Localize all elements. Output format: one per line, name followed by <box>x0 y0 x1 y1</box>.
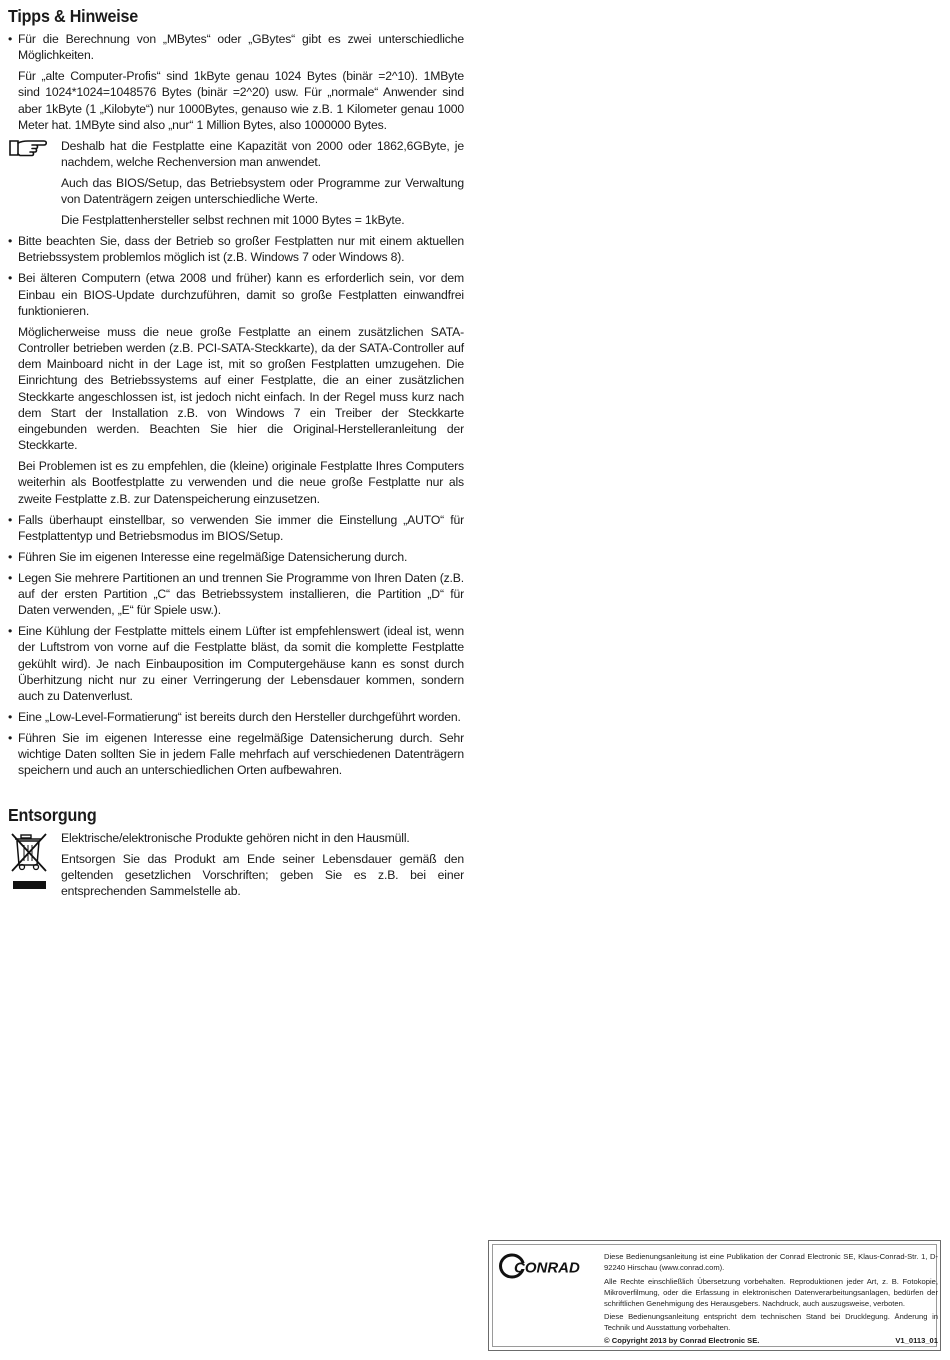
pointing-hand-icon <box>8 137 48 159</box>
conrad-logo <box>499 1253 599 1279</box>
tip-bullet: • Führen Sie im eigenen Interesse eine regelmäßige Datensicherung durch. <box>8 549 464 565</box>
version-text: V1_0113_01 <box>895 1335 938 1345</box>
tip-paragraph: Möglicherweise muss die neue große Festplatte an einem zusätzlichen SATA-Controller betrieben werden (z.B. PCI-SATA-Steckkarte), da der SATA-Controller auf dem Mainboard nicht in der Lage ist, mit so großen Festplatten umzugehen. Die Einrichtung des Betriebssystems auf einer Festplatte, die an einer zusätzlichen Steckkarte angeschlossen ist, ist jedoch nicht einfach. In der Regel muss kurz nach dem Start der Installation z.B. von Windows 7 ein Treiber der Steckkarte eingebunden werden. Beachten Sie hier die Original-Herstelleranleitung der Steckkarte. <box>18 324 464 453</box>
tip-bullet: • Bei älteren Computern (etwa 2008 und früher) kann es erforderlich sein, vor dem Einbau ein BIOS-Update durchzuführen, damit so große Festplatten einwandfrei funktionieren. <box>8 270 464 319</box>
footer-paragraph: Alle Rechte einschließlich Übersetzung vorbehalten. Reproduktionen jeder Art, z. B. Fotokopie, Mikroverfilmung, oder die Erfassung in elektronischen Datenverarbeitungsanlagen, bedürfen der schriftlichen Genehmigung des Herausgebers. Nachdruck, auch auszugsweise, verboten. <box>604 1276 938 1308</box>
tip-bullet: • Führen Sie im eigenen Interesse eine regelmäßige Datensicherung durch. Sehr wichtige Daten sollten Sie in jedem Falle mehrfach auf verschiedenen Datenträgern speichern und auch an unterschiedlichen Orten aufbewahren. <box>8 730 464 779</box>
disposal-paragraph: Elektrische/elektronische Produkte gehören nicht in den Hausmüll. <box>61 830 410 845</box>
footer-paragraph: Diese Bedienungsanleitung entspricht dem technischen Stand bei Drucklegung. Änderung in Technik und Ausstattung vorbehalten. <box>604 1312 938 1332</box>
disposal-section <box>8 805 464 900</box>
disposal-paragraph: Entsorgen Sie das Produkt am Ende seiner Lebensdauer gemäß den geltenden gesetzlichen Vorschriften; geben Sie es z.B. bei einer entsprechenden Sammelstelle ab. <box>61 851 464 899</box>
logo-text: CONRAD <box>514 1259 580 1277</box>
tip-bullet: • Legen Sie mehrere Partitionen an und trennen Sie Programme von Ihren Daten (z.B. auf der ersten Partition „C“ das Betriebssystem installieren, die Partition „D“ für Daten verwenden, „E“ für Spiele usw.). <box>8 570 464 619</box>
footer-paragraph: Diese Bedienungsanleitung ist eine Publikation der Conrad Electronic SE, Klaus-Conrad-Str. 1, D-92240 Hirschau (www.conrad.com). <box>604 1252 938 1272</box>
crossed-out-wheelie-bin-icon <box>9 831 49 893</box>
note-paragraph: Die Festplattenhersteller selbst rechnen mit 1000 Bytes = 1kByte. <box>61 213 405 228</box>
tip-bullet: • Falls überhaupt einstellbar, so verwenden Sie immer die Einstellung „AUTO“ für Festplattentyp und Betriebsmodus im BIOS/Setup. <box>8 512 464 544</box>
tip-bullet: • Für die Berechnung von „MBytes“ oder „GBytes“ gibt es zwei unterschiedliche Möglichkeiten. <box>8 31 464 63</box>
tip-bullet: • Bitte beachten Sie, dass der Betrieb so großer Festplatten nur mit einem aktuellen Betriebssystem problemlos möglich ist (z.B. Windows 7 oder Windows 8). <box>8 233 464 265</box>
note-paragraph: Auch das BIOS/Setup, das Betriebsystem oder Programme zur Verwaltung von Datenträgern zeigen unterschiedliche Werte. <box>61 176 464 207</box>
tip-paragraph: Für „alte Computer-Profis“ sind 1kByte genau 1024 Bytes (binär =2^10). 1MByte sind 1024*1024=1048576 Bytes (binär =2^20) usw. Für „normale“ Anwender sind aber 1kByte (1 „Kilobyte“) nur 1000Bytes, genauso wie z.B. 1 Kilometer genau 1000 Meter hat. 1MByte sind also „nur“ 1 Million Bytes, also 1000000 Bytes. <box>18 69 464 132</box>
publisher-footer <box>488 1240 941 1351</box>
tip-bullet: • Eine Kühlung der Festplatte mittels einem Lüfter ist empfehlenswert (ideal ist, wenn der Luftstrom von vorne auf die Festplatte bläst, da somit die komplette Festplatte gekühlt wird). Je nach Einbauposition im Computergehäuse kann es sonst durch Überhitzung nicht nur zu einer Verringerung der Lebensdauer kommen, sondern auch zu Datenverlust. <box>8 623 464 704</box>
content-column <box>8 6 464 904</box>
tips-heading: Tipps & Hinweise <box>8 6 139 26</box>
tip-paragraph: Bei Problemen ist es zu empfehlen, die (kleine) originale Festplatte Ihres Computers weiterhin als Bootfestplatte zu verwenden und die neue große Festplatte nur als zweite Festplatte z.B. zur Datenspeicherung einzusetzen. <box>18 459 464 506</box>
disposal-heading: Entsorgung <box>8 804 97 825</box>
note-paragraph: Deshalb hat die Festplatte eine Kapazität von 2000 oder 1862,6GByte, je nachdem, welche Rechenversion man anwendet. <box>61 138 464 170</box>
tip-bullet: • Eine „Low-Level-Formatierung“ ist bereits durch den Hersteller durchgeführt worden. <box>8 709 464 725</box>
copyright-row <box>604 1336 938 1345</box>
note-block <box>8 138 464 229</box>
copyright-text: © Copyright 2013 by Conrad Electronic SE. <box>604 1335 760 1345</box>
